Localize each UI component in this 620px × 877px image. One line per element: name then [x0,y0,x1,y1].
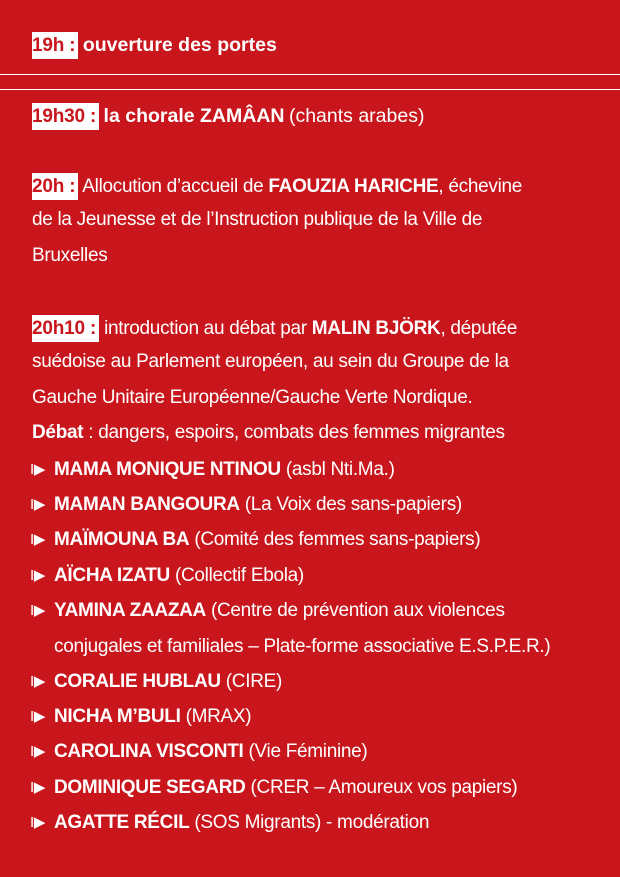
speaker-name: NICHA M’BULI [54,706,181,727]
speaker-org: (CIRE) [225,671,283,692]
welcome-block [32,172,604,274]
play-bullet-icon: I▶ [30,531,46,548]
play-bullet-icon: I▶ [30,779,46,796]
opening-time: 19h : [32,32,78,59]
speaker-org: (CRER – Amoureux vos papiers) [250,777,518,798]
welcome-line2: de la Jeunesse et de l’Instruction publique de la Ville de [32,209,483,230]
speaker-org: (asbl Nti.Ma.) [285,459,395,480]
intro-name: MALIN BJÖRK [311,318,441,339]
opening-row [32,32,604,59]
speaker-item [30,487,462,523]
intro-line2: suédoise au Parlement européen, au sein du Groupe de la [32,351,509,372]
welcome-time: 20h : [32,173,78,200]
debate-text: : dangers, espoirs, combats des femmes migrantes [83,422,505,443]
speaker-item [30,734,367,770]
speaker-item [30,699,251,735]
intro-post: , députée [440,318,517,339]
opening-text: ouverture des portes [82,34,277,56]
play-bullet-icon: I▶ [30,814,46,831]
welcome-name: FAOUZIA HARICHE [268,176,439,197]
speaker-org: (Comité des femmes sans-papiers) [194,529,481,550]
speaker-org: (Vie Féminine) [248,741,368,762]
welcome-pre: Allocution d’accueil de [82,176,264,197]
speaker-item [30,522,480,558]
speaker-item [30,805,429,841]
speaker-org: (SOS Migrants) - modération [194,812,430,833]
choir-detail: (chants arabes) [288,105,425,127]
speaker-org: (La Voix des sans-papiers) [244,494,462,515]
speaker-org: (Collectif Ebola) [174,565,304,586]
play-bullet-icon: I▶ [30,743,46,760]
play-bullet-icon: I▶ [30,461,46,478]
speaker-name: YAMINA ZAAZAA [54,600,206,621]
play-bullet-icon: I▶ [30,708,46,725]
intro-pre: introduction au débat par [104,318,307,339]
speaker-name: DOMINIQUE SEGARD [54,777,246,798]
debate-label: Débat [32,422,84,443]
play-bullet-icon: I▶ [30,602,46,619]
speaker-org: (MRAX) [185,706,252,727]
speaker-name: MAMA MONIQUE NTINOU [54,459,281,480]
choir-name: la chorale ZAMÂAN [103,105,285,127]
welcome-line3: Bruxelles [32,245,108,266]
speaker-item [30,452,395,488]
intro-block [32,314,604,450]
play-bullet-icon: I▶ [30,567,46,584]
speaker-item [30,558,304,594]
speaker-name: AGATTE RÉCIL [54,812,190,833]
speaker-name: CAROLINA VISCONTI [54,741,244,762]
speaker-org: (Centre de prévention aux violences [210,600,505,621]
welcome-post: , échevine [438,176,523,197]
speaker-name: MAÏMOUNA BA [54,529,190,550]
divider-bottom [0,89,620,90]
divider-top [0,74,620,75]
speaker-item [30,593,505,629]
speaker-item [30,770,517,806]
speaker-org-continued: conjugales et familiales – Plate-forme associative E.S.P.E.R.) [54,636,551,657]
intro-time: 20h10 : [32,315,99,342]
play-bullet-icon: I▶ [30,496,46,513]
intro-line3: Gauche Unitaire Européenne/Gauche Verte Nordique. [32,387,473,408]
choir-row [32,103,604,130]
speaker-name: AÏCHA IZATU [54,565,170,586]
play-bullet-icon: I▶ [30,673,46,690]
speaker-name: CORALIE HUBLAU [54,671,221,692]
speaker-item [30,664,282,700]
choir-time: 19h30 : [32,103,99,130]
speaker-name: MAMAN BANGOURA [54,494,240,515]
